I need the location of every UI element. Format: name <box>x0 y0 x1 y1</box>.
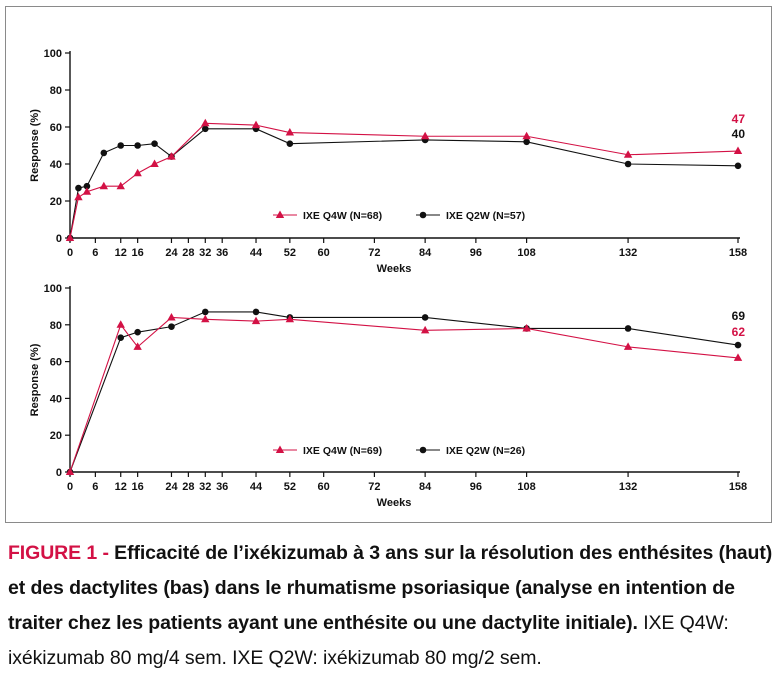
x-tick-label: 96 <box>469 481 482 493</box>
series-q4w <box>66 313 742 475</box>
legend-marker <box>276 446 284 454</box>
x-axis-label: Weeks <box>376 263 412 275</box>
data-point <box>201 315 209 323</box>
x-tick-label: 36 <box>216 481 229 493</box>
legend-label: IXE Q2W (N=26) <box>446 445 526 457</box>
x-axis-label: Weeks <box>376 497 412 509</box>
data-point <box>202 126 209 133</box>
data-point <box>167 313 175 321</box>
x-tick-label: 24 <box>165 481 178 493</box>
end-value-label: 47 <box>731 112 745 126</box>
x-tick-label: 72 <box>368 481 381 493</box>
x-tick-label: 108 <box>517 481 536 493</box>
data-point <box>252 317 260 325</box>
figure-caption <box>8 536 774 676</box>
data-point <box>74 193 82 201</box>
y-tick-label: 20 <box>49 196 62 208</box>
end-value-label: 40 <box>731 127 745 141</box>
x-tick-label: 84 <box>419 481 432 493</box>
series-line <box>70 312 738 472</box>
x-tick-label: 16 <box>131 247 144 259</box>
data-point <box>117 334 124 341</box>
series-line <box>70 317 738 472</box>
x-tick-label: 28 <box>182 247 195 259</box>
x-tick-label: 24 <box>165 247 178 259</box>
x-tick-label: 60 <box>317 247 330 259</box>
x-tick-label: 44 <box>249 247 263 259</box>
data-point <box>735 342 742 349</box>
x-tick-label: 158 <box>728 481 748 493</box>
x-tick-label: 0 <box>66 247 74 259</box>
x-tick-label: 32 <box>199 247 212 259</box>
data-point <box>201 119 209 127</box>
y-tick-label: 20 <box>49 430 62 443</box>
data-point <box>151 140 158 147</box>
x-tick-label: 84 <box>419 247 432 259</box>
legend-entry <box>273 210 382 222</box>
data-point <box>134 142 141 149</box>
data-point <box>117 320 125 328</box>
data-point <box>253 309 260 316</box>
x-tick-label: 32 <box>199 481 212 493</box>
data-point <box>168 323 175 330</box>
legend-entry <box>273 445 382 457</box>
y-tick-label: 0 <box>55 467 62 479</box>
x-tick-label: 36 <box>216 247 229 259</box>
y-tick-label: 100 <box>43 48 62 60</box>
legend-label: IXE Q2W (N=57) <box>446 210 526 222</box>
x-tick-label: 108 <box>517 247 536 259</box>
data-point <box>134 329 141 336</box>
data-point <box>735 163 742 170</box>
series-q2w <box>67 309 742 476</box>
data-point <box>101 150 108 157</box>
caption-bold-text: Efficacité de l’ixékizumab à 3 ans sur la résolution des enthésites (haut) et des dactylites (bas) dans le rhumatisme psoriasique (analyse en intention de traiter chez les patients ayant une enthésite ou une dactylite initiale). <box>8 542 773 634</box>
end-value-label: 62 <box>731 325 745 339</box>
data-point <box>422 314 429 321</box>
x-tick-label: 12 <box>114 481 127 493</box>
y-tick-label: 100 <box>43 283 62 295</box>
x-tick-label: 52 <box>283 481 296 493</box>
legend-entry <box>416 210 525 222</box>
data-point <box>625 161 632 168</box>
y-tick-label: 0 <box>55 233 62 245</box>
data-point <box>522 132 530 140</box>
series-q4w <box>66 119 742 241</box>
x-tick-label: 158 <box>728 247 748 259</box>
figure-label: FIGURE 1 - <box>8 542 115 564</box>
end-value-label: 69 <box>731 309 745 323</box>
data-point <box>523 139 530 146</box>
x-tick-label: 0 <box>66 481 74 493</box>
data-point <box>252 121 260 128</box>
x-tick-label: 96 <box>469 247 482 259</box>
y-tick-label: 40 <box>49 159 62 171</box>
data-point <box>75 185 82 192</box>
x-tick-label: 6 <box>92 247 99 259</box>
data-point <box>421 132 429 140</box>
legend-marker <box>420 212 427 219</box>
data-point <box>287 140 294 147</box>
data-point <box>625 325 632 332</box>
chart-1 <box>29 48 747 275</box>
legend-label: IXE Q4W (N=68) <box>303 210 383 222</box>
y-axis-label: Response (%) <box>29 109 41 182</box>
chart-2 <box>29 283 747 509</box>
data-point <box>117 182 125 190</box>
y-tick-label: 60 <box>49 356 62 369</box>
x-tick-label: 12 <box>114 247 127 259</box>
caption-normal-text: IXE Q4W: ixékizumab 80 mg/4 sem. IXE Q2W: ixékizumab 80 mg/2 sem. <box>8 612 729 669</box>
data-point <box>100 182 108 190</box>
data-point <box>133 169 141 177</box>
x-tick-label: 72 <box>368 247 381 259</box>
x-tick-label: 132 <box>618 247 638 259</box>
y-tick-label: 60 <box>49 122 62 134</box>
x-tick-label: 132 <box>618 481 638 493</box>
y-tick-label: 40 <box>49 393 62 406</box>
series-line <box>70 129 738 238</box>
data-point <box>202 309 209 316</box>
y-axis-label: Response (%) <box>29 343 41 417</box>
legend-marker <box>276 211 284 219</box>
x-tick-label: 44 <box>249 481 263 493</box>
x-tick-label: 60 <box>317 481 330 493</box>
data-point <box>734 147 742 155</box>
x-tick-label: 16 <box>131 481 144 493</box>
x-tick-label: 52 <box>283 247 296 259</box>
legend-label: IXE Q4W (N=69) <box>303 445 383 457</box>
series-q2w <box>67 126 742 242</box>
x-tick-label: 6 <box>92 481 99 493</box>
data-point <box>117 142 124 149</box>
legend-marker <box>420 447 427 454</box>
y-tick-label: 80 <box>49 85 62 97</box>
y-tick-label: 80 <box>49 319 62 332</box>
legend-entry <box>416 445 525 457</box>
x-tick-label: 28 <box>182 481 195 493</box>
